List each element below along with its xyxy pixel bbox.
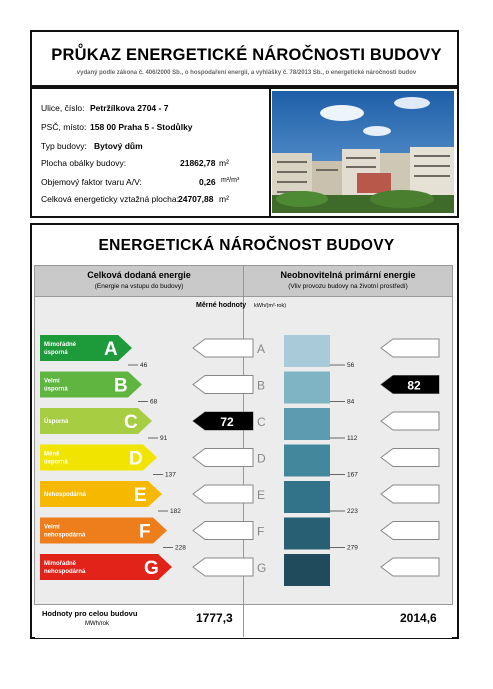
left-threshold-value: 68 bbox=[150, 398, 158, 406]
class-label-d: úsporná bbox=[44, 459, 68, 466]
class-label-d: Méně bbox=[44, 451, 60, 458]
right-band-f bbox=[284, 518, 330, 550]
class-letter-c: C bbox=[124, 412, 138, 433]
class-letter-b: B bbox=[114, 375, 128, 397]
right-column-heading: Neobnovitelná primární energie bbox=[280, 270, 416, 280]
footer-right-value: 2014,6 bbox=[400, 611, 437, 625]
class-letter-d: D bbox=[129, 448, 143, 470]
right-band-a bbox=[284, 335, 330, 367]
left-indicator-letter-b: B bbox=[257, 378, 266, 393]
left-rating-value: 72 bbox=[220, 415, 234, 429]
right-indicator-f bbox=[381, 522, 439, 540]
left-indicator-e bbox=[193, 485, 253, 503]
right-band-c bbox=[284, 408, 330, 440]
class-label-a: Mimořádně bbox=[44, 342, 77, 348]
class-label-g: nehospodárná bbox=[44, 569, 86, 575]
right-indicator-c bbox=[381, 412, 439, 430]
left-indicator-letter-a: A bbox=[257, 342, 266, 356]
factor-label: Objemový faktor tvaru A/V: bbox=[41, 177, 142, 187]
factor-unit: m²/m³ bbox=[221, 177, 240, 184]
right-threshold-value: 167 bbox=[347, 471, 358, 479]
main-title: ENERGETICKÁ NÁROČNOST BUDOVY bbox=[98, 237, 395, 254]
total-value: 24707,88 bbox=[178, 194, 214, 204]
right-indicator-a bbox=[381, 339, 439, 357]
footer-divider bbox=[243, 604, 244, 637]
class-letter-g: G bbox=[144, 558, 159, 579]
left-threshold-value: 91 bbox=[160, 435, 168, 442]
right-rating-value: 82 bbox=[407, 378, 421, 393]
right-threshold-value: 56 bbox=[347, 362, 355, 369]
right-indicator-e bbox=[381, 485, 439, 503]
street-label: Ulice, číslo: bbox=[41, 103, 85, 113]
class-label-g: Mimořádně bbox=[44, 561, 77, 567]
left-indicator-letter-d: D bbox=[257, 451, 266, 466]
left-indicator-d bbox=[193, 449, 253, 467]
right-threshold-value: 279 bbox=[347, 544, 358, 552]
certificate-title: PRŮKAZ ENERGETICKÉ NÁROČNOSTI BUDOVY bbox=[51, 46, 442, 64]
total-label: Celková energeticky vztažná plocha: bbox=[41, 194, 179, 204]
psc-label: PSČ, místo: bbox=[41, 122, 87, 132]
units-value: kWh/(m²·rok) bbox=[254, 303, 287, 309]
psc-value: 158 00 Praha 5 - Stodůlky bbox=[90, 122, 193, 132]
type-value: Bytový dům bbox=[94, 141, 143, 151]
right-band-b bbox=[284, 372, 330, 404]
class-arrow-a bbox=[40, 335, 132, 361]
left-indicator-letter-g: G bbox=[257, 561, 267, 575]
area-value: 21862,78 bbox=[180, 158, 216, 168]
left-indicator-letter-f: F bbox=[257, 524, 265, 539]
street-value: Petržílkova 2704 - 7 bbox=[90, 103, 169, 113]
left-threshold-value: 46 bbox=[140, 362, 148, 369]
factor-value: 0,26 bbox=[199, 177, 216, 187]
class-label-a: úsporná bbox=[44, 350, 68, 356]
left-indicator-b bbox=[193, 376, 253, 394]
class-label-f: Velmi bbox=[44, 524, 60, 531]
class-label-c: Úsporná bbox=[44, 419, 69, 425]
class-label-b: Velmi bbox=[44, 378, 60, 385]
certificate-subtitle: vydaný podle zákona č. 406/2000 Sb., o hospodaření energií, a vyhlášky č. 78/2013 Sb., o energetické náročnosti budov bbox=[76, 70, 417, 76]
footer-label: Hodnoty pro celou budovu bbox=[42, 609, 138, 618]
units-label: Měrné hodnoty bbox=[196, 302, 247, 309]
right-band-e bbox=[284, 481, 330, 513]
area-unit: m² bbox=[219, 158, 229, 168]
right-band-g bbox=[284, 554, 330, 586]
class-label-f: nehospodárná bbox=[44, 532, 86, 539]
left-threshold-value: 137 bbox=[165, 471, 176, 479]
right-threshold-value: 84 bbox=[347, 398, 355, 406]
class-letter-a: A bbox=[104, 339, 118, 360]
class-label-b: úsporná bbox=[44, 386, 68, 393]
class-letter-e: E bbox=[134, 485, 147, 506]
class-letter-f: F bbox=[139, 521, 151, 543]
left-threshold-value: 182 bbox=[170, 508, 181, 515]
type-label: Typ budovy: bbox=[41, 141, 87, 151]
left-indicator-letter-c: C bbox=[257, 415, 266, 429]
footer-unit: MWh/rok bbox=[85, 621, 109, 627]
left-indicator-letter-e: E bbox=[257, 488, 266, 502]
left-indicator-g bbox=[193, 558, 253, 576]
class-label-e: Nehospodárná bbox=[44, 492, 87, 498]
total-unit: m² bbox=[219, 194, 229, 204]
left-indicator-f bbox=[193, 522, 253, 540]
footer-left-value: 1777,3 bbox=[196, 611, 233, 625]
left-threshold-value: 228 bbox=[175, 544, 186, 552]
right-indicator-g bbox=[381, 558, 439, 576]
right-band-d bbox=[284, 445, 330, 477]
right-threshold-value: 223 bbox=[347, 508, 358, 515]
area-label: Plocha obálky budovy: bbox=[41, 158, 127, 168]
left-column-subheading: (Energie na vstupu do budovy) bbox=[94, 283, 184, 290]
left-column-heading: Celková dodaná energie bbox=[87, 270, 191, 280]
right-column-subheading: (Vliv provozu budovy na životní prostředí) bbox=[288, 283, 408, 290]
right-indicator-d bbox=[381, 449, 439, 467]
right-threshold-value: 112 bbox=[347, 435, 358, 442]
left-indicator-a bbox=[193, 339, 253, 357]
